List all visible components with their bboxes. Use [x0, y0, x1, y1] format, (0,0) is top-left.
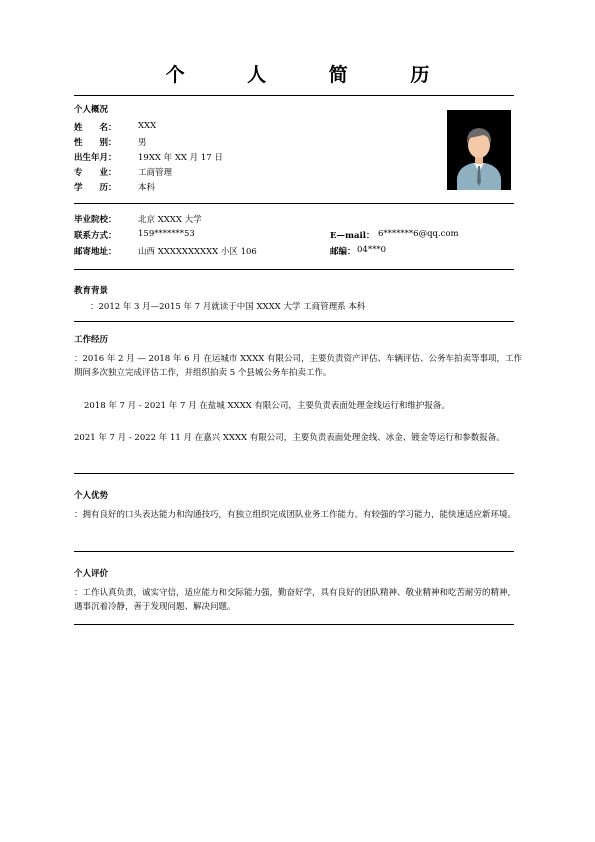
birth-label: 出生年月：	[74, 153, 117, 163]
section-heading-strengths: 个人优势	[74, 491, 109, 501]
degree-value: 本科	[138, 183, 156, 193]
resume-title: 个 人 简 历	[165, 64, 458, 86]
postcode-label: 邮编：	[330, 247, 356, 257]
postcode-value: 04***0	[357, 245, 386, 255]
name-value: XXX	[138, 121, 157, 131]
email-label: E—mail：	[330, 231, 375, 241]
phone-label: 联系方式：	[74, 231, 117, 241]
evaluation-text: ：工作认真负责，诚实守信，适应能力和交际能力强，勤奋好学，具有良好的团队精神、敬业精神和吃苦耐劳的精神，遇事沉着冷静，善于发现问题、解决问题。	[74, 588, 517, 612]
divider	[74, 551, 514, 552]
school-value: 北京 XXXX 大学	[138, 215, 202, 225]
birth-value: 19XX 年 XX 月 17 日	[138, 153, 223, 163]
name-label: 姓 名：	[74, 123, 117, 133]
profile-photo	[447, 110, 511, 190]
divider	[74, 203, 514, 204]
gender-value: 男	[138, 138, 147, 148]
divider	[74, 624, 514, 625]
work-entry: 2021 年 7 月 - 2022 年 11 月 在嘉兴 XXXX 有限公司，主要负责表面处理金线、冰金、镀金等运行和参数报备。	[74, 433, 505, 443]
divider	[74, 269, 514, 270]
address-value: 山西 XXXXXXXXXX 小区 106	[138, 247, 257, 257]
divider	[74, 473, 514, 474]
section-heading-evaluation: 个人评价	[74, 569, 109, 579]
avatar-icon	[447, 110, 511, 190]
work-entry: 2018 年 7 月 - 2021 年 7 月 在盐城 XXXX 有限公司，主要负责表面处理金线运行和维护报备。	[84, 401, 450, 411]
section-heading-work: 工作经历	[74, 335, 109, 345]
strengths-text: ：拥有良好的口头表达能力和沟通技巧，有独立组织完成团队业务工作能力。有较强的学习能力，能快速适应新环境。	[74, 510, 517, 520]
divider	[74, 321, 514, 322]
major-value: 工商管理	[138, 168, 173, 178]
phone-value: 159*******53	[138, 229, 195, 239]
divider	[74, 95, 514, 96]
gender-label: 性 别：	[74, 138, 117, 148]
email-value: 6*******6@qq.com	[378, 229, 459, 239]
address-label: 邮寄地址：	[74, 247, 117, 257]
section-heading-personal: 个人概况	[74, 105, 109, 115]
education-text: ：2012 年 3 月—2015 年 7 月就读于中国 XXXX 大学 工商管理系 本科	[90, 302, 366, 312]
school-label: 毕业院校：	[74, 215, 117, 225]
work-entry: ：2016 年 2 月 — 2018 年 6 月 在运城市 XXXX 有限公司，主要负责资产评估、车辆评估、公务车拍卖等事项，工作期间多次独立完成评估工作，并组织拍卖 5 个县城公务车拍卖工作。	[74, 354, 523, 378]
section-heading-education: 教育背景	[74, 286, 109, 296]
major-label: 专 业：	[74, 168, 117, 178]
degree-label: 学 历：	[74, 183, 117, 193]
